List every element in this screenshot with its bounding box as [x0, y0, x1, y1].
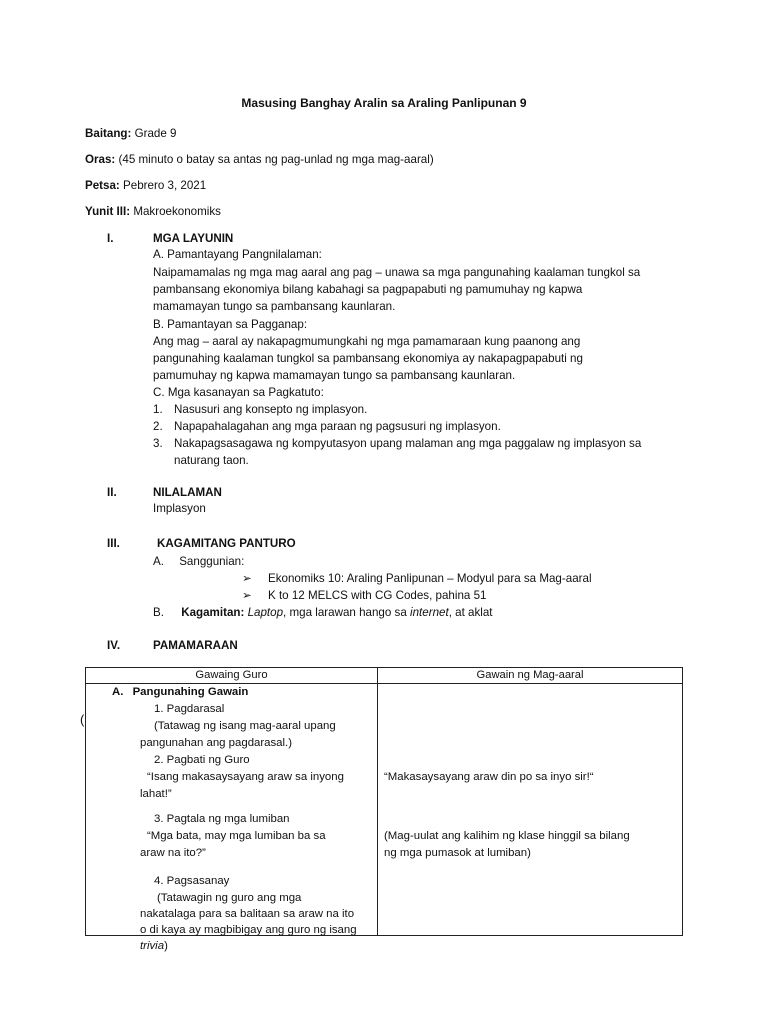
oras-value: (45 minuto o batay sa antas ng pag-unlad ng mga mag-aaral)	[118, 153, 434, 166]
reference-text: K to 12 MELCS with CG Codes, pahina 51	[268, 589, 487, 602]
kagamitan-letter: B.	[153, 606, 164, 619]
item-number: 3.	[153, 437, 163, 450]
pangunahing-gawain-heading	[112, 686, 248, 698]
b-line-1: Ang mag – aaral ay nakapagmumungkahi ng mga pamamaraan kung paanong ang	[153, 335, 581, 348]
pagsasanay-note-1: (Tatawagin ng guro ang mga	[157, 892, 302, 904]
pagbati-quote-1: “Isang makasaysayang araw sa inyong	[147, 771, 344, 783]
pagtala-item: 3. Pagtala ng mga lumiban	[154, 813, 290, 825]
section1-heading: MGA LAYUNIN	[153, 232, 234, 245]
kagamitan-end: , at aklat	[448, 606, 493, 619]
pagsasanay-note-3: o di kaya ay magbibigay ang guro ng isang	[140, 924, 357, 936]
pagtala-quote-2: araw na ito?”	[140, 847, 206, 859]
pamantayan-sa-pagganap-title: B. Pamantayan sa Pagganap:	[153, 318, 308, 331]
kasanayan-item-3-cont: naturang taon.	[174, 454, 249, 467]
table-header-row	[86, 668, 683, 684]
kasanayan-item-1	[153, 401, 367, 419]
section3-numeral: III.	[107, 537, 120, 550]
baitang-value: Grade 9	[134, 127, 177, 140]
kagamitan-row	[153, 606, 493, 619]
yunit-label: Yunit III:	[85, 205, 131, 218]
kagamitan-laptop: Laptop	[247, 606, 284, 619]
section2-heading: NILALAMAN	[153, 486, 222, 499]
kasanayan-item-2	[153, 418, 501, 436]
student-cell	[378, 684, 683, 936]
section4-numeral: IV.	[107, 639, 121, 652]
sanggunian-letter: A.	[153, 555, 164, 568]
item-number: 1.	[153, 403, 163, 416]
pagsasanay-item: 4. Pagsasanay	[154, 875, 230, 887]
pagbati-item: 2. Pagbati ng Guro	[154, 754, 250, 766]
baitang-label: Baitang:	[85, 127, 132, 140]
a-line-1: Naipamamalas ng mga mag aaral ang pag – unawa sa mga pangunahing kaalaman tungkol sa	[153, 266, 641, 279]
student-reply-greeting: “Makasaysayang araw din po sa inyo sir!“	[384, 771, 594, 783]
student-reply-attendance-1: (Mag-uulat ang kalihim ng klase hinggil sa bilang	[384, 830, 630, 842]
reference-text: Ekonomiks 10: Araling Panlipunan – Modyul para sa Mag-aaral	[268, 572, 592, 585]
pagdarasal-note-2: pangunahan ang pagdarasal.)	[140, 737, 293, 749]
trivia-word: trivia	[140, 940, 165, 952]
a-line-3: mamamayan tungo sa pambansang kaunlaran.	[153, 300, 396, 313]
kasanayan-title: C. Mga kasanayan sa Pagkatuto:	[153, 386, 324, 399]
kagamitan-internet: internet	[410, 606, 449, 619]
baitang-row	[85, 127, 177, 140]
item-number: 2.	[153, 420, 163, 433]
pamantayang-pangnilalaman-title: A. Pamantayang Pangnilalaman:	[153, 248, 322, 261]
b-line-2: pangunahing kaalaman tungkol sa pambansang ekonomiya ay nakapagpapabuti ng	[153, 352, 583, 365]
petsa-row	[85, 179, 206, 192]
closing-paren: )	[164, 940, 168, 952]
section1-numeral: I.	[107, 232, 114, 245]
a-line-2: pambansang ekonomiya bilang kabahagi sa pagpapabuti ng pamumuhay ng kapwa	[153, 283, 583, 296]
sanggunian-label: Sanggunian:	[179, 555, 245, 568]
reference-item-1	[242, 571, 592, 585]
page-title: Masusing Banghay Aralin sa Araling Panlipunan 9	[241, 96, 527, 110]
petsa-label: Petsa:	[85, 179, 120, 192]
kagamitan-label: Kagamitan:	[181, 606, 245, 619]
kagamitan-mid: , mga larawan hango sa	[283, 606, 411, 619]
pagbati-quote-2: lahat!”	[140, 788, 172, 800]
teacher-cell	[86, 684, 378, 952]
pagdarasal-item: 1. Pagdarasal	[154, 703, 225, 715]
section4-heading: PAMAMARAAN	[153, 639, 238, 652]
item-text: Nakapagsasagawa ng kompyutasyon upang malaman ang mga paggalaw ng implasyon sa	[174, 437, 642, 450]
item-text: Nasusuri ang konsepto ng implasyon.	[174, 403, 368, 416]
petsa-value: Pebrero 3, 2021	[123, 179, 207, 192]
yunit-value: Makroekonomiks	[133, 205, 221, 218]
oras-label: Oras:	[85, 153, 116, 166]
sanggunian-row	[153, 555, 244, 568]
pagsasanay-note-4	[140, 940, 168, 952]
stray-parenthesis: (	[80, 712, 85, 727]
col-header-guro: Gawaing Guro	[86, 668, 378, 684]
yunit-row	[85, 205, 221, 218]
arrow-bullet-icon: ➢	[242, 572, 252, 585]
nilalaman-content: Implasyon	[153, 502, 206, 515]
pagtala-quote-1: “Mga bata, may mga lumiban ba sa	[147, 830, 326, 842]
pagsasanay-note-2: nakatalaga para sa balitaan sa araw na ito	[140, 908, 355, 920]
heading-text: Pangunahing Gawain	[132, 686, 249, 698]
oras-row	[85, 153, 434, 166]
col-header-mag-aaral: Gawain ng Mag-aaral	[378, 668, 683, 684]
section3-heading: KAGAMITANG PANTURO	[157, 537, 296, 550]
heading-letter: A.	[112, 686, 124, 698]
kasanayan-item-3	[153, 435, 641, 453]
table-row	[86, 684, 683, 936]
procedure-table	[85, 667, 683, 952]
section2-numeral: II.	[107, 486, 117, 499]
arrow-bullet-icon: ➢	[242, 589, 252, 602]
student-reply-attendance-2: ng mga pumasok at lumiban)	[384, 847, 531, 859]
item-text: Napapahalagahan ang mga paraan ng pagsusuri ng implasyon.	[174, 420, 501, 433]
pagdarasal-note-1: (Tatawag ng isang mag-aaral upang	[154, 720, 336, 732]
reference-item-2	[242, 588, 486, 602]
b-line-3: pamumuhay ng kapwa mamamayan tungo sa pambansang kaunlaran.	[153, 369, 516, 382]
